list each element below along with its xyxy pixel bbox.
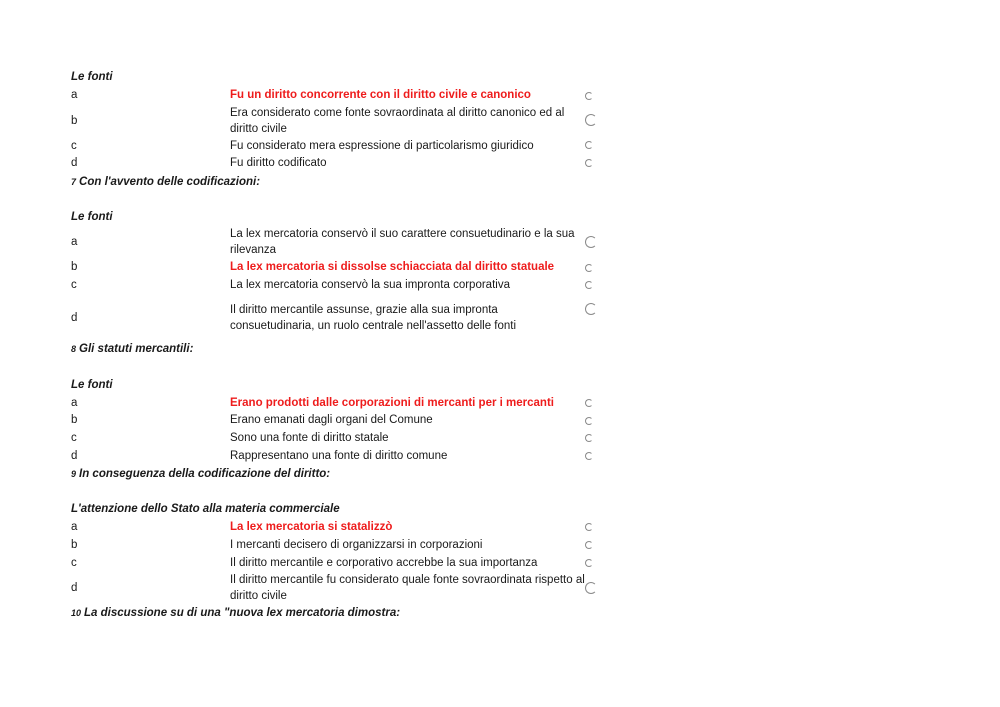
answer-text: Sono una fonte di diritto statale [230,432,389,444]
answer-text: Il diritto mercantile fu considerato quale fonte sovraordinata rispetto al diritto civile [230,574,585,602]
question-number: 8 [71,344,77,354]
radio-button-icon[interactable] [585,582,597,594]
option-letter: d [71,450,78,462]
answer-text: La lex mercatoria conservò la sua impronta corporativa [230,279,510,291]
answer-text: Erano emanati dagli organi del Comune [230,414,433,426]
radio-button-icon[interactable] [585,417,593,425]
answer-text: I mercanti decisero di organizzarsi in corporazioni [230,539,483,551]
correct-answer-text: Erano prodotti dalle corporazioni di mercanti per i mercanti [230,397,554,409]
section-header: Le fonti [71,211,113,223]
option-letter: d [71,312,78,324]
option-letter: d [71,582,78,594]
option-letter: a [71,236,78,248]
option-letter: a [71,397,78,409]
option-letter: b [71,115,78,127]
option-letter: a [71,521,78,533]
radio-button-icon[interactable] [585,264,593,272]
option-letter: c [71,140,77,152]
correct-answer-text: Fu un diritto concorrente con il diritto civile e canonico [230,89,531,101]
radio-button-icon[interactable] [585,303,597,315]
radio-button-icon[interactable] [585,559,593,567]
answer-text: Fu considerato mera espressione di particolarismo giuridico [230,140,534,152]
question-line [71,466,330,482]
radio-button-icon[interactable] [585,523,593,531]
correct-answer-text: La lex mercatoria si dissolse schiacciata dal diritto statuale [230,261,555,273]
radio-button-icon[interactable] [585,434,593,442]
radio-button-icon[interactable] [585,92,593,100]
answer-text: La lex mercatoria conservò il suo carattere consuetudinario e la sua rilevanza [230,228,575,256]
correct-answer-text: La lex mercatoria si statalizzò [230,521,393,533]
question-line [71,174,260,190]
question-number: 10 [71,608,82,618]
question-text: In conseguenza della codificazione del diritto: [79,468,331,480]
option-letter: b [71,414,78,426]
option-letter: c [71,279,77,291]
radio-button-icon[interactable] [585,159,593,167]
answer-text: Rappresentano una fonte di diritto comune [230,450,448,462]
question-text: Gli statuti mercantili: [79,343,194,355]
question-text: Con l'avvento delle codificazioni: [79,176,261,188]
radio-button-icon[interactable] [585,236,597,248]
section-header: Le fonti [71,71,113,83]
radio-button-icon[interactable] [585,141,593,149]
answer-text: Fu diritto codificato [230,157,327,169]
radio-button-icon[interactable] [585,281,593,289]
answer-text: Il diritto mercantile assunse, grazie alla sua impronta consuetudinaria, un ruolo centrale nell'assetto delle fonti [230,304,517,332]
question-text: La discussione su di una "nuova lex mercatoria dimostra: [84,607,401,619]
option-letter: c [71,432,77,444]
radio-button-icon[interactable] [585,452,593,460]
option-letter: c [71,557,77,569]
option-letter: a [71,89,78,101]
answer-text: Era considerato come fonte sovraordinata al diritto canonico ed al diritto civile [230,107,565,135]
option-letter: b [71,261,78,273]
section-header: L'attenzione dello Stato alla materia commerciale [71,503,340,515]
question-line [71,605,400,621]
option-letter: d [71,157,78,169]
option-letter: b [71,539,78,551]
question-line [71,341,193,357]
question-number: 9 [71,469,77,479]
answer-text: Il diritto mercantile e corporativo accrebbe la sua importanza [230,557,538,569]
radio-button-icon[interactable] [585,541,593,549]
question-number: 7 [71,177,77,187]
radio-button-icon[interactable] [585,399,593,407]
section-header: Le fonti [71,379,113,391]
radio-button-icon[interactable] [585,114,597,126]
